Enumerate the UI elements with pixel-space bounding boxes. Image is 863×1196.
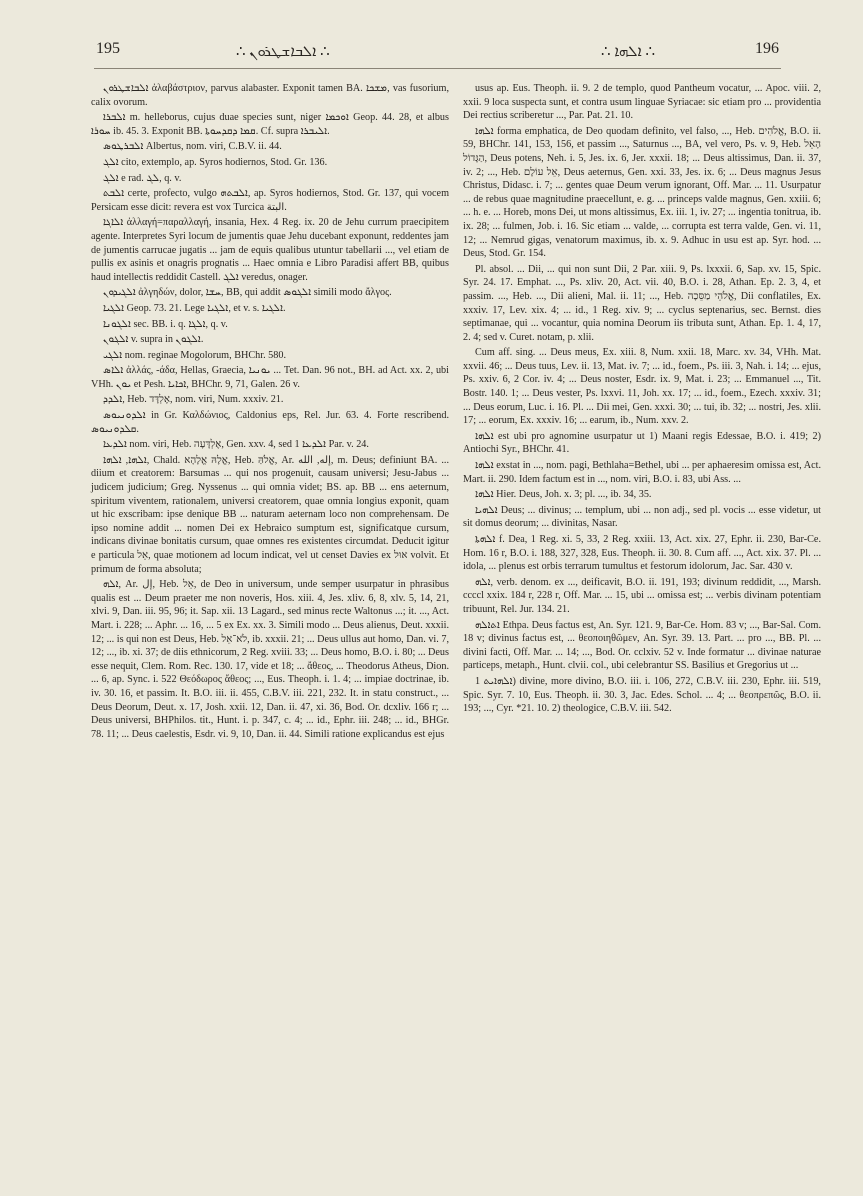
entry-paragraph: ܐܠܗܐ forma emphatica, de Deo quodam definito, vel falso, ..., Heb. אֱלֹהִים, B.O. ii. 59, BHChr. 141, 153, 156, et passim ..., Saturnus ..., BA, vel vero, Ps. v. 9, Heb. הָאֵל הַגָּדוֹל, Deus potens, Neh. i. 5, Jes. ix. 6, Jer. xxxii. 18; ... Deus altissimus, Dan. ii. 37, iv. 2; ..., Heb. אֵל עוֹלָם, Deus aeternus, Gen. xxi. 33, Jes. ix. 6; ... Deus magnus Jesus Christus, Didasc. i. 7; ... gentes quae Deum verum ignorant, Off. Mar. ... 11. Usurpatur ... de rebus quae magnitudine praecellunt, e. g. ... princeps valde magnus, Gen. xxiii. 6; ... h. e. ... Horeb, mons Dei, ut mons altissimus, Ex. iii. 1, iv. 27; ... ingentia tonitrua, ib. ix. 28; ... fulmen, Job. i. 16. Sic etiam ... valde, ... corrupta est terra valde, Gen. vi. 11, 12; ... Nemrud gigas, venatorum maximus, ib. x. 9. Adhuc in usu est ap. Syr. hod. ... Deus, Stod. Gr. 154. [463, 125, 821, 260]
entry-paragraph: ܐܠܓܝܐ Geop. 73. 21. Lege ܐܠܓܝܐ, et v. s. ܐܠܓܝܐ. [103, 302, 286, 314]
entry-paragraph: usus ap. Eus. Theoph. ii. 9. 2 de templo, quod Pantheum vocatur, ... Apoc. viii. 2, xxii. 9 loca suspecta sunt, et contra usum linguae Syriacae: sic etiam pro ... providentia Dei rectius scriberetur ..., Par. Pat. 21. 10. [463, 83, 821, 122]
entry-paragraph: ܐܠܓ cito, extemplo, ap. Syros hodiernos, Stod. Gr. 136. [103, 156, 328, 168]
entry-paragraph: ܐܠܐܓܐ ἀλλαγή=παραλλαγή, insania, Hex. 4 Reg. ix. 20 de Jehu currum praecipitem agente. Interpretes Syri locum de jumentis quae Jehu ducebant exponunt, reddentes jam de jumentis carrucae jugatis ... jam de equis qualibus utuntur tabellarii ..., vel etiam de pullis ex asinis et onagris prognatis ... Haec omnia e Libro Paradisi affert BB, quibus haud intellectis reddidit Castell. ܐܠܓ veredus, onager. [91, 217, 449, 283]
entry-paragraph: ܐܠܒܪܛܘܣ Albertus, nom. viri, C.B.V. ii. 44. [103, 141, 282, 153]
entry-paragraph: ܐܠܗܐ, ܐܠܗܐ, Chald. אֱלָהּ אֱלָהָא, Heb. אֱלֹהַּ, Ar. إله, الله, m. Deus; definiunt BA. ... diium et creatorem: Barsumas ... qui nos progenuit, causam universi; Jesu-Jabus ... judicem judicium; Greg. Nyssenus ... qui omnia videt; BS. ap. BB ... ens aeternum, spiritum viventem, rationalem, universi creatorem, quae omnia longius exponit, quam ut hic exscribam: ipse denique BB ... naturam aeternam loco non comprehensam. De ipso nomine addit ... nomen Dei ex Hebraico sumptum est, significatque cursum, indicans divinae bonitatis cursum, quae omnes res existentes circumdat. Deducit igitur e particula אֵל, quae motionem ad locum indicat, vel ut censet Davies ex אוּל volvit. Et primum de forma absoluta; [91, 454, 450, 575]
left-page-number: 195 [96, 40, 120, 57]
entry-paragraph: ܐܠܗܐܝܬ 1) divine, more divino, B.O. iii. i. 106, 272, C.B.V. iii. 230, Ephr. iii. 519, Spic. Syr. 7. 10, Eus. Theoph. ii. 30. 3, Jac. Edes. Schol. ... 4; ... θεοπρεπῶς, B.O. ii. 193; ..., Cyr. *21. 10. 2) theologice, C.B.V. iii. 542. [463, 675, 821, 715]
entry-paragraph: ܐܠܗ, verb. denom. ex ..., deificavit, B.O. ii. 191, 193; divinum reddidit, ..., Marsh. ccccl xxix. 184 r, 228 r, Off. Mar. ... 15, ubi ... omissa est; ... verbis divinam potentiam tribuunt, Rel. Jur. 134. 21. [463, 576, 821, 615]
entry-paragraph: ܐܠܓܘܢ v. supra in ܐܠܓܘܢ. [103, 334, 204, 346]
entry-paragraph: Pl. absol. ... Dii, ... qui non sunt Dii, 2 Par. xiii. 9, Ps. lxxxii. 6, Sap. xv. 15, Spic. Syr. 24. 17. Emphat. ..., Ps. xliv. 20, Act. vii. 40, B.O. i. 28, Athan. Ep. 2. 3, 4, et passim. ..., Heb. ..., Dii alieni, Mal. ii. 11; ..., Heb. אֱלֹהֵי מַסֵּכָה, Dii conflatiles, Ex. xxxiv. 17, Lev. xix. 4; ... id., 1 Reg. xiv. 9; ... cyclus septenarius, sec. Bernst. dies septimanae, qui ... vocantur, quia nomina Deorum iis tributa sunt, Athan. Ep. 1. 4, 17, 2. 4; sed v. Curet. notam, p. xlii. [463, 263, 821, 343]
left-column [91, 82, 449, 743]
entry-paragraph: ܐܠܗܐ exstat in ..., nom. pagi, Bethlaha=Bethel, ubi ... per aphaeresim omissa est, Act. Mart. ii. 290. Idem factum est in ..., nom. viri, B.O. i. 83, ubi Ass. ... [463, 460, 821, 485]
right-column [463, 82, 821, 718]
entry-paragraph: ܐܠܕܘܢܝܘܣ in Gr. Καλδώνιος, Caldonius eps, Rel. Jur. 63. 4. Forte rescribend. ܩܠܕܘܢܝܘܣ. [91, 410, 449, 435]
entry-paragraph: ܐܠܓܘܢܐ sec. BB. i. q. ܐܠܓܐ, q. v. [103, 318, 228, 330]
entry-paragraph: ܐܠܐܣ ἀλλάς, -άδα, Hellas, Graecia, ܝܘܢܝܐ ... Tet. Dan. 96 not., BH. ad Act. xx. 2, ubi VHh. ܝܘܢ et Pesh. ܐܟܐܝܐ, BHChr. 9, 71, Galen. 26 v. [91, 365, 449, 390]
left-running-head: ∴ ܐܠܒܐܫܛܪܘܢ ∴ [236, 44, 330, 60]
entry-paragraph: ܐܠܓܝܕܘܢ ἀλγηδών, dolor, ܚܫܐ, BB, qui addit ܐܠܓܘܣ simili modo ἄλγος. [103, 287, 392, 299]
entry-paragraph: Cum aff. sing. ... Deus meus, Ex. xiii. 8, Num. xxii. 18, Marc. xv. 34, VHh. Mat. xxvii. 46; ... Deus tuus, Lev. ii. 13, Mat. iv. 7; ... id., foem., Ps. iii. 3, Nah. i. 14; ... ejus, Ps. xxiv. 6, 2 Cor. iv. 4; ... Deus noster, Esdr. ix. 9, Mat. i. 23; ... Emmanuel ..., Tit. Bostr. 140. 1; ... Deus vester, Ps. lxxvi. 11, Joh. xx. 17; ... id., foem., Ezech. xxxiv. 31; ... Deus eorum, Luc. i. 16. Pl. ... Dii mei, Gen. xxxi. 30; ... tui, ib. 32; ... nostri, Jes. xlii. 17; ... eorum, Ex. xxxiv. 16; ... earum, ib., Num. xxv. 2. [463, 347, 821, 427]
entry-paragraph: ܐܠܓܝ nom. reginae Mogolorum, BHChr. 580. [103, 349, 286, 361]
entry-paragraph: ܐܠܓ e rad. ܠܓ, q. v. [103, 172, 182, 184]
right-running-head: ∴ ܐܠܗܐ ∴ [601, 44, 655, 60]
entry-paragraph: ܐܠܗ, Ar. إل, Heb. אֵל, de Deo in universum, unde semper usurpatur in phrasibus qualis est ... Deum praeter me non noveris, Hos. xiii. 4, Jes. xliv. 6, 8, xlv. 5, 14, 21, xlvi. 9, Dan. iii. 95, 96; it. Sap. xii. 13 Lagard., sed minus recte Waltonus ...; it. ..., Act. Mart. i. 228; ... Aphr. ... 16, ... 5 ex Ex. xx. 3. Simili modo ... Deus alienus, Deut. xxxii. 12; ... is qui non est Deus, Heb. לֹא־אֵל, ib. xxxii. 21; ... Deus ullus aut homo, Dan. vi. 7, 12; ..., ib. xi. 37; de diis ethnicorum, 2 Reg. xviii. 33; ... Deus homo, B.O. i. 80; ... Deus esse nequit, Clem. Rom. Rec. 130. 17, vide et 18; ... ἄθεος, ... Theodorus Atheus, Dion. ... 6, ap. Sync. i. 522 Θεόδωρος ἄθεος; ..., Eus. Theoph. i. 1. 4; ... impiae doctrinae, ib. iv. 30. 16, et passim. It. B.O. iii. ii. 455, C.B.V. iii. 221, 232. It. in statu construct., ... Deus Deorum, Deut. x. 17, Josh. xxii. 12, Dan. ii. 47, xi. 36, Bod. Or. dcxliv. 166 r; ... Deus universi, BHPhilos. tit., Hunt. i. p. 347, c. 4; ... id., Ephr. iii. 248; ... id., BHGr. 78. 11; ... Deus caelestis, Esdr. vi. 9, 10, Dan. ii. 44. Simili ratione explicandus est ejus [91, 579, 449, 740]
entry-paragraph: ܐܠܒܪܐ m. helleborus, cujus duae species sunt, niger ܐܘܟܡܐ Geop. 44. 28, et albus ܚܘܪܐ ib. 45. 3. Exponit BB. ܩܡܐ ܕܩܕܚܘܬܐ. Cf. supra ܐܠܝܒܪܐ. [91, 112, 449, 137]
page-header [94, 38, 781, 69]
right-page-number: 196 [755, 40, 779, 57]
entry-paragraph: ܐܠܗܐ Hier. Deus, Joh. x. 3; pl. ..., ib. 34, 35. [475, 489, 652, 501]
entry-paragraph: ܐܠܕܕ, Heb. אֶלְדָּד, nom. viri, Num. xxxiv. 21. [103, 394, 284, 406]
entry-paragraph: ܐܠܕܥܐ nom. viri, Heb. אֶלְדָּעָה, Gen. xxv. 4, sed ܐܠܕܥܐ 1 Par. v. 24. [103, 439, 369, 451]
entry-paragraph: ܐܠܒܐܫܛܪܘܢ ἀλαβάστριον, parvus alabaster. Exponit tamen BA. ܡܫܟܐ, vas fusorium, calix ovorum. [91, 83, 449, 108]
entry-paragraph: ܐܠܒܬ certe, profecto, vulgo ܐܠܒܬܗ, ap. Syros hodiernos, Stod. Gr. 137, qui vocem Persicam esse dicit: revera est vox Turcica البتة. [91, 188, 449, 213]
entry-paragraph: ܐܠܗܝܐ Deus; ... divinus; ... templum, ubi ... non adj., sed pl. vocis ... esse videtur, ut sit domus deorum; ... divinitas, Nasar. [463, 504, 821, 530]
entry-paragraph: ܐܬܐܠܗ Ethpa. Deus factus est, An. Syr. 121. 9, Bar-Ce. Hom. 83 v; ..., Bar-Sal. Com. 18 v; divinus factus est, ... θεοποιηθῶμεν, An. Syr. 39. 13. Part. ... pro ..., BB. Pl. ... divini facti, Off. Mar. ... 14; ..., Bod. Or. cclxiv. 52 v. Inde formatur ... divinae naturae particeps, metaph., Hunt. clvii. col., ubi celebrantur SS. Basilius et Gregorius ut ... [463, 619, 821, 672]
entry-paragraph: ܐܠܗܬܐ f. Dea, 1 Reg. xi. 5, 33, 2 Reg. xxiii. 13, Act. xix. 27, Ephr. ii. 230, Bar-Ce. Hom. 16 r, B.O. i. 188, 327, 328, Eus. Theoph. ii. 30. 8. Cum aff. ..., Act. xix. 37. Pl. ... idola, ... plenus est orbis terrarum tumultus et festorum idolorum, Jac. Sar. 430 v. [463, 534, 821, 573]
entry-paragraph: ܐܠܗܐ est ubi pro agnomine usurpatur ut 1) Maani regis Edessae, B.O. i. 419; 2) Antiochi Syr., BHChr. 41. [463, 430, 821, 456]
